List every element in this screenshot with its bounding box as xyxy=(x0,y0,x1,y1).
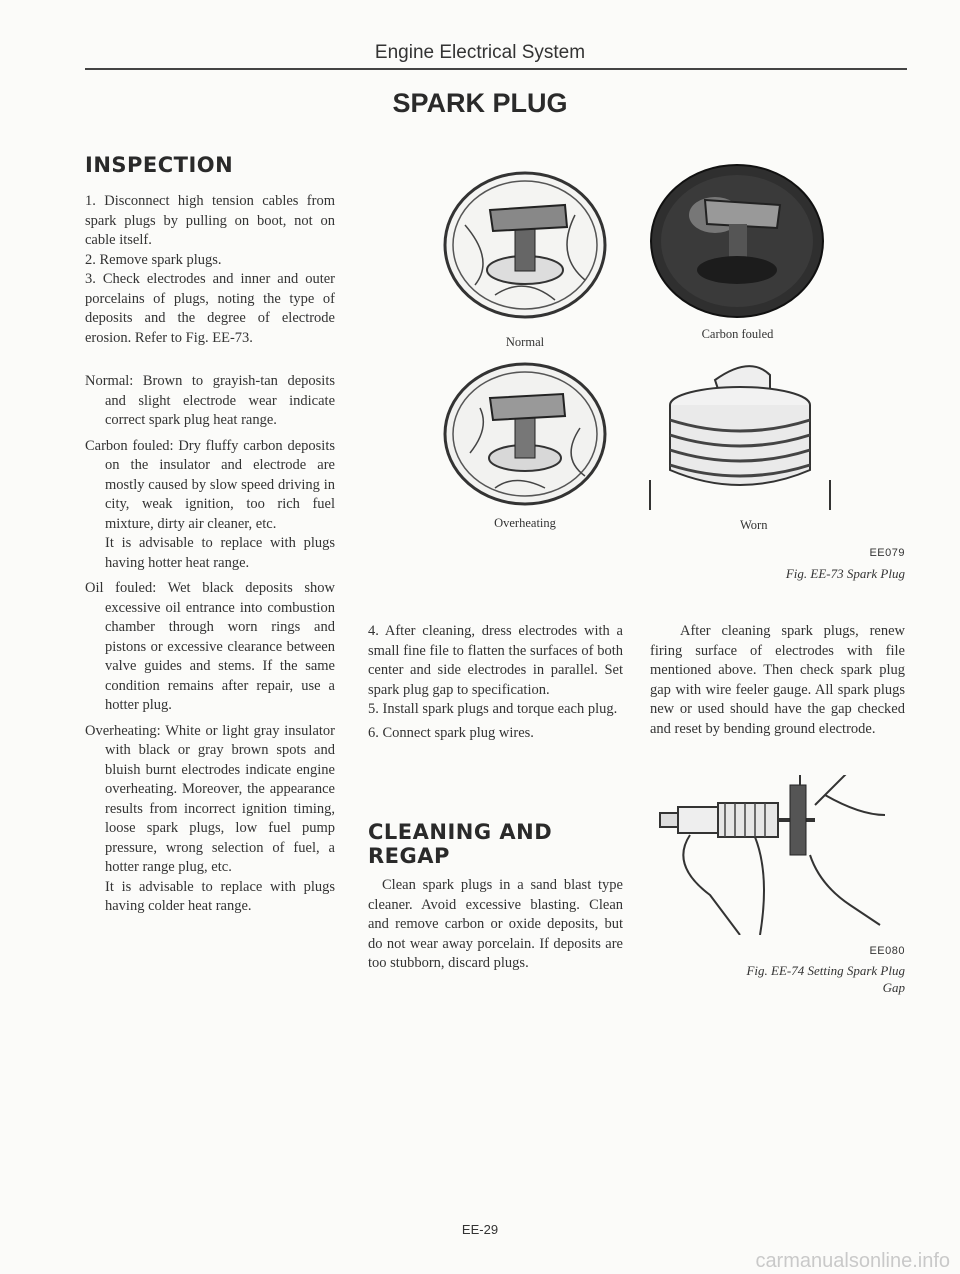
figure-code-ee080: EE080 xyxy=(869,945,905,957)
condition-list xyxy=(85,372,335,917)
condition-carbon-fouled: Carbon fouled: Dry fluffy carbon deposits on the insulator and electrode are mostly caused by slow speed driving in city, weak ignition, too rich fuel mixture, dirty air cleaner, etc. xyxy=(85,437,335,532)
step-1: 1. Disconnect high tension cables from spark plugs by pulling on boot, not on cable itself. xyxy=(85,193,335,248)
condition-carbon-advice: It is advisable to replace with plugs having hotter heat range. xyxy=(105,535,335,571)
figure-label-ee74-line-2: Gap xyxy=(882,980,905,995)
step-2: 2. Remove spark plugs. xyxy=(85,251,222,268)
step-6: 6. Connect spark plug wires. xyxy=(368,724,534,741)
cleaning-heading xyxy=(368,820,552,868)
setting-gap-illustration xyxy=(650,775,900,935)
site-watermark: carmanualsonline.info xyxy=(755,1250,950,1272)
figure-label-ee74-line-1: Fig. EE-74 Setting Spark Plug xyxy=(746,963,905,978)
figure-label-ee74 xyxy=(650,962,905,996)
running-header: Engine Electrical System xyxy=(374,42,586,63)
step-5: 5. Install spark plugs and torque each plug. xyxy=(368,701,618,717)
cleaning-heading-line-2: REGAP xyxy=(368,844,450,868)
header-rule xyxy=(85,68,907,70)
after-cleaning-paragraph: After cleaning spark plugs, renew firing surface of electrodes with file mentioned above. Then check spark plug gap with wire feeler gauge. All spark plugs new or used should have the gap checked and reset by bending ground electrode. xyxy=(650,623,905,737)
inspection-heading: INSPECTION xyxy=(85,153,234,177)
condition-oil-fouled: Oil fouled: Wet black deposits show excessive oil entrance into combustion chamber through worn rings and pistons or excessive clearance between valve guides and stems. If the same condition remains after repair, use a hotter plug. xyxy=(85,580,335,713)
caption-worn: Worn xyxy=(740,518,768,532)
condition-normal: Normal: Brown to grayish-tan deposits and slight electrode wear indicate correct spark plug heat range. xyxy=(85,373,335,428)
inspection-steps xyxy=(85,192,335,348)
caption-normal: Normal xyxy=(505,335,545,349)
condition-overheating: Overheating: White or light gray insulator with black or gray brown spots and bluish burnt electrodes indicate engine overheating. Moreover, the appearance results from incorrect ignition timing, loose spark plugs, low fuel pump pressure, wrong selection of fuel, a hotter range plug, etc. xyxy=(85,722,335,875)
caption-carbon-fouled: Carbon fouled xyxy=(701,327,774,341)
cleaning-paragraph: Clean spark plugs in a sand blast type cleaner. Avoid excessive blasting. Clean and remove carbon or oxide deposits, but do not wear away porcelain. If deposits are too stubborn, discard plugs. xyxy=(368,877,623,971)
figure-label-ee73: Fig. EE-73 Spark Plug xyxy=(785,566,905,581)
cleaning-heading-line-1: CLEANING AND xyxy=(368,820,553,844)
figure-code-ee079: EE079 xyxy=(869,547,905,559)
steps-continued xyxy=(368,622,623,743)
condition-overheating-advice: It is advisable to replace with plugs having colder heat range. xyxy=(105,878,335,914)
page-number: EE-29 xyxy=(461,1222,499,1237)
step-3: 3. Check electrodes and inner and outer porcelains of plugs, noting the type of deposits and the degree of electrode erosion. Refer to Fig. EE-73. xyxy=(85,271,335,346)
caption-overheating: Overheating xyxy=(494,516,556,530)
plug-overheating-illustration xyxy=(435,358,615,510)
plug-carbon-fouled-illustration xyxy=(645,160,830,322)
page-title: SPARK PLUG xyxy=(392,88,568,118)
step-4: 4. After cleaning, dress electrodes with a small fine file to flatten the surfaces of both center and side electrodes in parallel. Set spark plug gap to specification. xyxy=(368,623,623,698)
plug-worn-illustration xyxy=(640,350,840,520)
plug-normal-illustration xyxy=(435,165,615,325)
